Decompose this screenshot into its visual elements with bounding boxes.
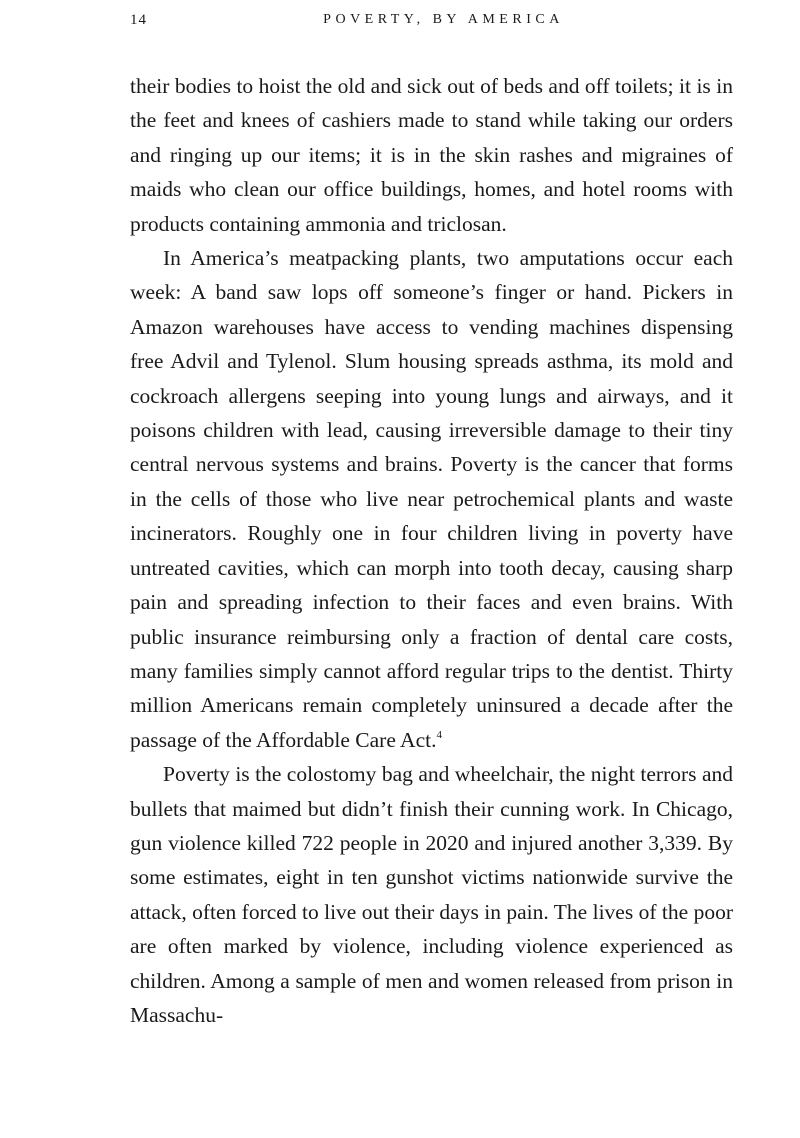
paragraph-1-text: their bodies to hoist the old and sick out of beds and off toilets; it is in the feet and knees of cashiers made to stand while taking our orders and ringing up our items; it is in the skin rashes and migraines of maids who clean our office buildings, homes, and hotel rooms with products containing ammonia and triclosan.	[130, 74, 733, 236]
footnote-marker[interactable]: 4	[436, 728, 442, 741]
page-number: 14	[130, 12, 147, 28]
paragraph-2	[130, 241, 733, 757]
body-text	[130, 69, 733, 1032]
paragraph-1	[130, 69, 733, 241]
paragraph-2-text: In America’s meatpacking plants, two amputations occur each week: A band saw lops off someone’s finger or hand. Pickers in Amazon warehouses have access to vending machines dispensing free Advil and Tylenol. Slum housing spreads asthma, its mold and cockroach allergens seeping into young lungs and airways, and it poisons children with lead, causing irreversible damage to their tiny central nervous systems and brains. Poverty is the cancer that forms in the cells of those who live near petrochemical plants and waste incinerators. Roughly one in four children living in poverty have untreated cavities, which can morph into tooth decay, causing sharp pain and spreading infection to their faces and even brains. With public insurance reimbursing only a fraction of dental care costs, many families simply cannot afford regular trips to the dentist. Thirty million Americans remain completely uninsured a decade after the passage of the Affordable Care Act.	[130, 246, 733, 752]
book-title-header: POVERTY, BY AMERICA	[323, 12, 564, 27]
running-head	[130, 12, 733, 36]
paragraph-3-text: Poverty is the colostomy bag and wheelchair, the night terrors and bullets that maimed but didn’t finish their cunning work. In Chicago, gun violence killed 722 people in 2020 and injured another 3,339. By some estimates, eight in ten gunshot victims nationwide survive the attack, often forced to live out their days in pain. The lives of the poor are often marked by violence, including violence experienced as children. Among a sample of men and women released from prison in Massachu-	[130, 762, 733, 1027]
paragraph-3	[130, 757, 733, 1032]
